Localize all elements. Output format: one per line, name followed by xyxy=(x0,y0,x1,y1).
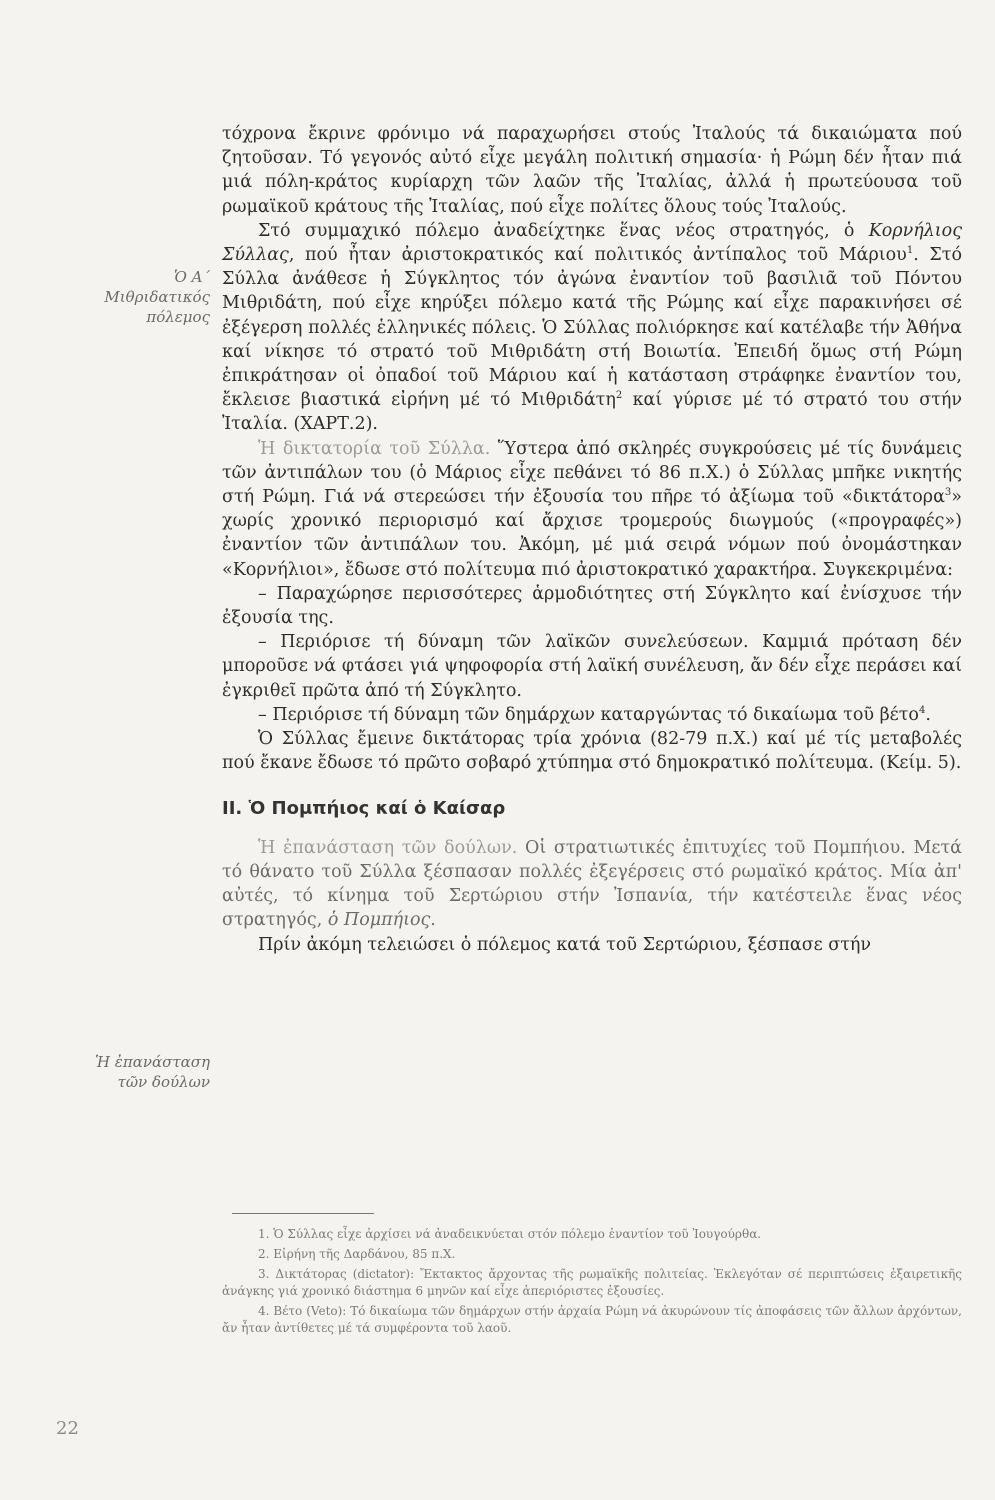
name-pompey: ὁ Πομπήιος xyxy=(327,910,431,931)
text-run: . xyxy=(430,910,436,931)
footnote-2: 2. Εἰρήνη τῆς Δαρδάνου, 85 π.Χ. xyxy=(258,1247,456,1261)
footnote-3: 3. Δικτάτορας (dictator): Ἔκτακτος ἄρχοντας τῆς ρωμαϊκῆς πολιτείας. Ἐκλεγόταν σέ περιπτώσεις ἐξαιρετικῆς ἀνάγκης γιά χρονικό διάστημα 6 μηνῶν καί εἶχε ἀπεριόριστες ἐξουσίες. xyxy=(222,1267,962,1298)
footnotes xyxy=(222,1226,962,1340)
text-run: – Περιόρισε τή δύναμη τῶν δημάρχων καταργώντας τό δικαίωμα τοῦ βέτο xyxy=(258,704,919,725)
paragraph-slave-revolt xyxy=(222,836,962,933)
section-title: ΙΙ. Ὁ Πομπήιος καί ὁ Καίσαρ xyxy=(222,798,506,820)
text-run: , πού ἦταν ἀριστοκρατικός καί πολιτικός ἀντίπαλος τοῦ Μάριου xyxy=(288,245,907,266)
paragraph-sulla-dictator-years: Ὁ Σύλλας ἔμεινε δικτάτορας τρία χρόνια (82-79 π.Χ.) καί μέ τίς μεταβολές πού ἔκανε ἔδωσε τό πρῶτο σοβαρό χτύπημα στό δημοκρατικό πολίτευμα. (Κείμ. 5). xyxy=(222,729,962,774)
margin-note-slave-revolt: Ἡ ἐπανάσταση τῶν δούλων xyxy=(95,1053,210,1091)
paragraph-italians: τόχρονα ἔκρινε φρόνιμο νά παραχωρήσει στούς Ἰταλούς τά δικαιώματα πού ζητοῦσαν. Τό γεγονός αὐτό εἶχε μεγάλη πολιτική σημασία· ἡ Ρώμη δέν ἦταν πιά μιά πόλη-κράτος κυρίαρχη τῶν λαῶν τῆς Ἰταλίας, ἀλλά ἡ πρωτεύουσα τοῦ ρωμαϊκοῦ κράτους τῆς Ἰταλίας, πού εἶχε πολίτες ὅλους τούς Ἰταλούς. xyxy=(222,124,962,217)
name-cornelius-sulla: Κορνήλιος Σύλλας xyxy=(222,220,962,266)
list-item-tribunes xyxy=(222,703,962,727)
text-run: » χωρίς χρονικό περιορισμό καί ἄρχισε τρομερούς διωγμούς («προγραφές») ἐναντίον τῶν ἀντιπάλων του. Ἀκόμη, μέ μιά σειρά νόμων πού ὀνομάστηκαν «Κορνήλιοι», ἔδωσε στό πολίτευμα πιό ἀριστοκρατικό χαρακτήρα. Συγκεκριμένα: xyxy=(222,487,962,580)
paragraph-dictatorship xyxy=(222,437,962,582)
text-run: Ὕστερα ἀπό σκληρές συγκρούσεις μέ τίς δυνάμεις τῶν ἀντιπάλων του (ὁ Μάριος εἶχε πεθάνει τό 86 π.Χ.) ὁ Σύλλας μπῆκε νικητής στή Ρώμη. Γιά νά στερεώσει τήν ἐξουσία του πῆρε τό ἀξίωμα τοῦ «δικτάτορα xyxy=(222,438,962,508)
run-in-heading-slave-revolt: Ἡ ἐπανάσταση τῶν δούλων. xyxy=(258,837,518,858)
main-text xyxy=(222,122,962,957)
text-run: Οἱ στρατιωτικές ἐπιτυχίες τοῦ Πομπήιου. Μετά τό θάνατο τοῦ Σύλλα ξέσπασαν πολλές ἐξεγέρσεις στό ρωμαϊκό κράτος. Μία ἀπ' αὐτές, τό κίνημα τοῦ Σερτώριου στήν Ἰσπανία, τήν κατέστειλε ἕνας νέος στρατηγός, xyxy=(222,837,962,931)
text-run: καί γύρισε μέ τό στρατό του στήν Ἰταλία. (ΧΑΡΤ.2). xyxy=(222,390,962,435)
paragraph-sulla xyxy=(222,219,962,437)
footnote-ref-2[interactable]: 2 xyxy=(615,390,623,402)
paragraph-sertorius: Πρίν ἀκόμη τελειώσει ὁ πόλεμος κατά τοῦ Σερτώριου, ξέσπασε στήν xyxy=(258,934,872,955)
page-number: 22 xyxy=(56,1418,79,1439)
text-run: . xyxy=(925,704,931,725)
margin-note-mithridatic-war: Ὁ Α´ Μιθριδατικός πόλεμος xyxy=(104,268,210,326)
text-run: . Στό Σύλλα ἀνάθεσε ἡ Σύγκλητος τόν ἀγώνα ἐναντίον τοῦ βασιλιᾶ τοῦ Πόντου Μιθριδάτη, πού εἶχε κηρύξει πόλεμο κατά τῆς Ρώμης καί εἶχε παρακινήσει σέ ἐξέγερση πολλές ἑλληνικές πόλεις. Ὁ Σύλλας πολιόρκησε καί κατέλαβε τήν Ἀθήνα καί νίκησε τό στρατό τοῦ Μιθριδάτη στή Βοιωτία. Ἐπειδή ὅμως στή Ρώμη ἐπικράτησαν οἱ ὀπαδοί τοῦ Μάριου καί ἡ κατάσταση στράφηκε ἐναντίον του, ἔκλεισε βιαστικά εἰρήνη μέ τό Μιθριδάτη xyxy=(222,245,962,411)
footnote-ref-3[interactable]: 3 xyxy=(944,487,952,499)
text-run: Στό συμμαχικό πόλεμο ἀναδείχτηκε ἕνας νέος στρατηγός, ὁ xyxy=(258,220,869,241)
footnote-divider xyxy=(232,1213,374,1214)
list-item-senate: – Παραχώρησε περισσότερες ἁρμοδιότητες στή Σύγκλητο καί ἐνίσχυσε τήν ἐξουσία της. xyxy=(222,583,962,629)
footnote-1: 1. Ὁ Σύλλας εἶχε ἀρχίσει νά ἀναδεικνύεται στόν πόλεμο ἐναντίον τοῦ Ἰουγούρθα. xyxy=(258,1227,762,1241)
run-in-heading-dictatorship: Ἡ δικτατορία τοῦ Σύλλα. xyxy=(258,438,491,459)
footnote-ref-1[interactable]: 1 xyxy=(906,245,914,257)
footnote-4: 4. Βέτο (Veto): Τό δικαίωμα τῶν δημάρχων στήν ἀρχαία Ρώμη νά ἀκυρώνουν τίς ἀποφάσεις τῶν ἄλλων ἀρχόντων, ἄν ἦταν ἀντίθετες μέ τά συμφέροντα τοῦ λαοῦ. xyxy=(222,1304,962,1335)
list-item-assemblies: – Περιόρισε τή δύναμη τῶν λαϊκῶν συνελεύσεων. Καμμιά πρόταση δέν μποροῦσε νά φτάσει γιά ψηφοφορία στή λαϊκή συνέλευση, ἄν δέν εἶχε περάσει καί ἐγκριθεῖ πρῶτα ἀπό τή Σύγκλητο. xyxy=(222,632,962,701)
footnote-ref-4[interactable]: 4 xyxy=(918,705,926,717)
